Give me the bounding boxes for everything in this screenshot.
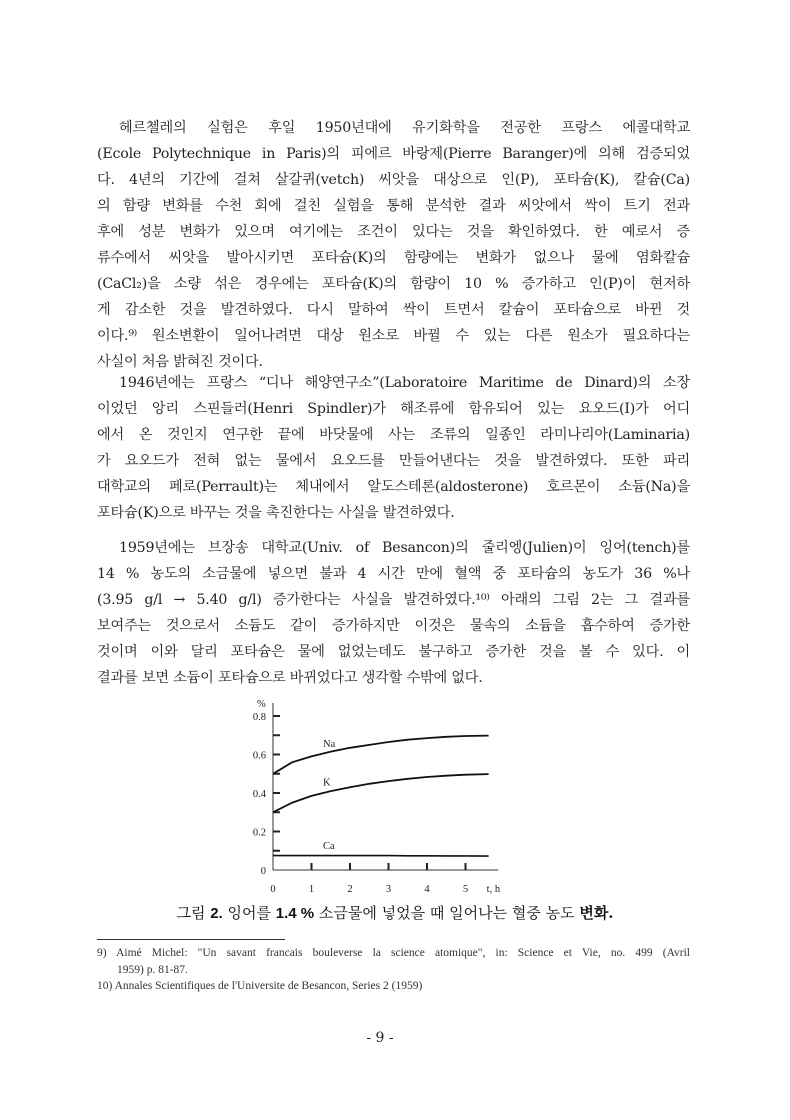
text-line: 헤르첼레의 실험은 후일 1950년대에 유기화학을 전공한 프랑스 에콜대학교: [119, 120, 690, 136]
x-tick-label: 2: [347, 884, 353, 895]
caption-number: 2.: [210, 905, 223, 922]
text-line: 14 % 농도의 소금물에 넣으면 불과 4 시간 만에 혈액 중 포타슘의 농도가 36 %나: [97, 566, 690, 582]
text-line: 사실이 처음 밝혀진 것이다.: [97, 354, 263, 370]
y-tick-label: 0.2: [252, 827, 266, 839]
paragraph-3: [97, 535, 690, 691]
footnote-9: [97, 945, 690, 978]
paragraph-1: [97, 115, 690, 375]
text-line: 보여주는 것으로서 소듐도 같이 증가하지만 이것은 물속의 소듐을 흡수하여 증가한: [97, 618, 690, 634]
y-axis-label: %: [257, 699, 266, 710]
series-line-na: [273, 736, 489, 774]
text-line: 이다.⁹⁾ 원소변환이 일어나려면 대상 원소로 바뀔 수 있는 다른 원소가 필요하다는: [97, 328, 690, 344]
footnote-10: [97, 978, 690, 995]
x-tick-label: 3: [385, 884, 392, 895]
series-line-k: [273, 774, 489, 812]
text-line: 것이며 이와 달리 포타슘은 물에 없었는데도 불구하고 증가한 것을 볼 수 있다. 이: [97, 644, 690, 660]
y-tick-label: 0.4: [252, 789, 266, 800]
caption-text: 소금물에 넣었을 때 일어나는 혈중 농도: [314, 904, 580, 922]
y-tick-label: 0.6: [252, 750, 266, 762]
text-line: 결과를 보면 소듐이 포타슘으로 바뀌었다고 생각할 수밖에 없다.: [97, 670, 483, 686]
x-tick-label: 1: [308, 884, 315, 895]
caption-percent: 1.4 %: [275, 905, 315, 922]
text-line: 다. 4년의 기간에 걸쳐 살갈퀴(vetch) 씨앗을 대상으로 인(P), 포타슘(K), 칼슘(Ca): [97, 172, 690, 188]
text-line: (CaCl₂)을 소량 섞은 경우에는 포타슘(K)의 함량이 10 % 증가하고 인(P)이 현저하: [97, 276, 690, 292]
text-line: 류수에서 씨앗을 발아시키면 포타슘(K)의 함량에는 변화가 없으나 물에 염화칼슘: [97, 250, 690, 266]
text-line: 포타슘(K)으로 바꾸는 것을 촉진한다는 사실을 발견하였다.: [97, 505, 455, 521]
text-line: 가 요오드가 전혀 없는 물에서 요오드를 만들어낸다는 것을 발견하였다. 또한 파리: [97, 453, 690, 469]
x-tick-label: 4: [424, 884, 430, 895]
paragraph-2: [97, 370, 690, 526]
footnote-line: 9) Aimé Michel: "Un savant francais bouleverse la science atomique", in: Science et Vie, no. 499 (Avril: [97, 947, 690, 959]
text-line: 대학교의 페로(Perrault)는 체내에서 알도스테론(aldosterone) 호르몬이 소듐(Na)을: [97, 479, 690, 495]
y-tick-label: 0.8: [252, 712, 266, 723]
text-line: 1946년에는 프랑스 “디나 해양연구소”(Laboratoire Maritime de Dinard)의 소장: [119, 375, 690, 391]
series-line-ca: [273, 856, 489, 857]
text-line: 게 감소한 것을 발견하였다. 다시 말하여 싹이 트면서 칼슘이 포타슘으로 바뀐 것: [97, 302, 690, 318]
series-label-k: K: [323, 777, 331, 789]
text-line: 후에 성분 변화가 있으며 여기에는 조건이 있다는 것을 확인하였다. 한 예로서 증: [97, 224, 690, 240]
caption-text: 그림: [176, 904, 211, 922]
footnote-line: 10) Annales Scientifiques de l'Universite de Besancon, Series 2 (1959): [97, 980, 423, 992]
series-label-na: Na: [323, 738, 336, 750]
text-line: (3.95 g/l → 5.40 g/l) 증가한다는 사실을 발견하였다.¹⁰⁾ 아래의 그림 2는 그 결과를: [97, 592, 690, 608]
series-label-ca: Ca: [323, 840, 335, 852]
footnote-rule: [97, 939, 285, 940]
figure-caption: [0, 902, 790, 923]
x-tick-label: 5: [462, 884, 469, 895]
text-line: 의 함량 변화를 수천 회에 걸친 실험을 통해 분석한 결과 씨앗에서 싹이 트기 전과: [97, 198, 690, 214]
y-tick-label: 0: [260, 866, 266, 877]
caption-text: 변화.: [579, 904, 614, 922]
text-line: 에서 온 것인지 연구한 끝에 바닷물에 사는 조류의 일종인 라미나리아(Laminaria): [97, 427, 690, 443]
text-line: (Ecole Polytechnique in Paris)의 피에르 바랑제(Pierre Baranger)에 의해 검증되었: [97, 146, 690, 162]
footnote-line: 1959) p. 81-87.: [117, 963, 188, 976]
text-line: 이었던 앙리 스핀들러(Henri Spindler)가 해조류에 함유되어 있는 요오드(I)가 어디: [97, 401, 690, 417]
x-tick-label: 0: [270, 884, 276, 895]
page-number: - 9 -: [366, 1030, 394, 1046]
x-axis-label: t, h: [486, 884, 501, 895]
caption-text: 잉어를: [222, 904, 276, 922]
concentration-chart: [240, 695, 520, 895]
text-line: 1959년에는 브장송 대학교(Univ. of Besancon)의 줄리엥(Julien)이 잉어(tench)를: [119, 540, 690, 556]
